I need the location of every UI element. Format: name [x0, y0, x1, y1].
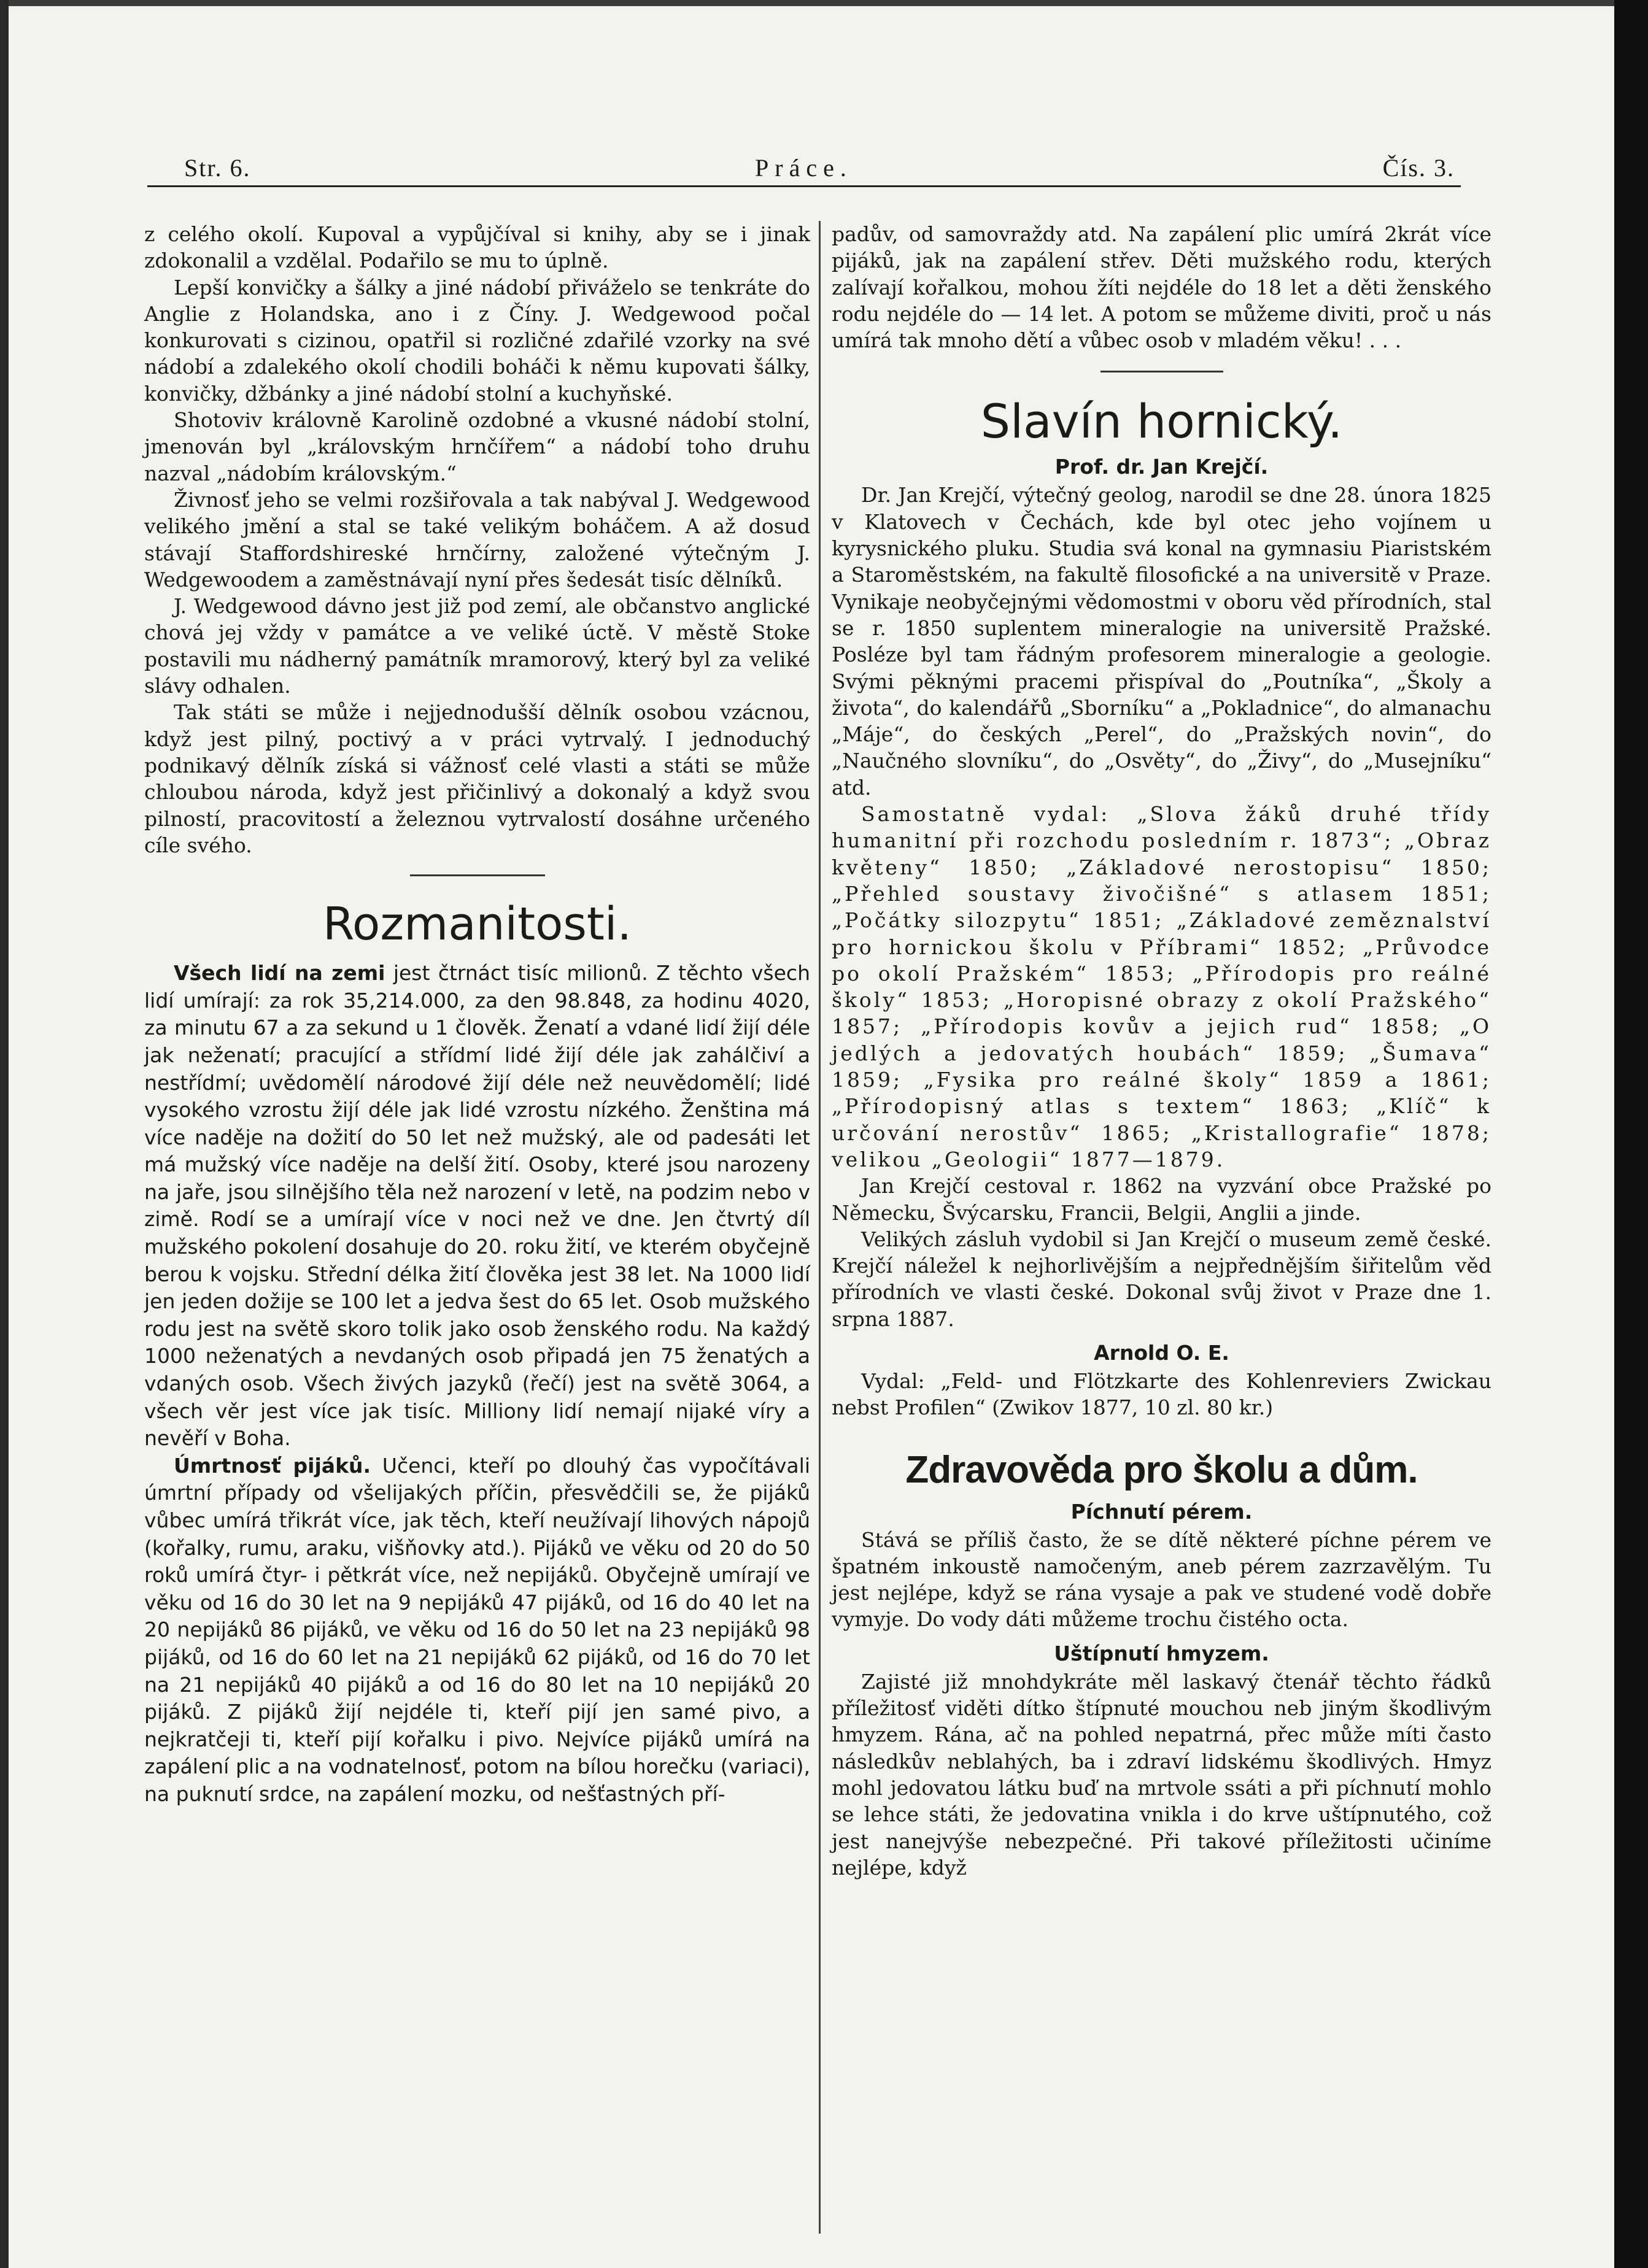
page-number: Str. 6. [184, 154, 251, 182]
subtitle-arnold: Arnold O. E. [1094, 1340, 1229, 1365]
scan-left-edge [0, 0, 9, 2268]
section-title-slavin: Slavín hornický. [980, 394, 1343, 449]
article-paragraph: Zajisté již mnohdykráte měl laskavý čtenář těchto řádků příležitosť viděti dítko štípnuté mouchou neb jiným škodlivým hmyzem. Rána, ač na pohled nepatrná, přec může míti často následkův neblahých, ba i zdraví lidskému škodlivých. Hmyz mohl jedovatou látku buď na mrtvole ssáti a při píchnutí mohlo se lehce státi, že jedovatina vnikla i do krve uštípnutého, což jest nanejvýše nebezpečné. Při takové příležitosti učiníme nejlépe, když [832, 1669, 1491, 1880]
subtitle-pichnuti: Píchnutí pérem. [1070, 1499, 1253, 1524]
section-title-rozmanitosti: Rozmanitosti. [322, 898, 632, 951]
article-paragraph: Vydal: „Feld- und Flötzkarte des Kohlenreviers Zwickau nebst Profilen“ (Zwikov 1877, 10 zl. 80 kr.) [832, 1368, 1491, 1420]
section-title-zdravoveda: Zdravověda pro školu a dům. [905, 1448, 1418, 1491]
scan-right-edge [1614, 0, 1648, 2268]
article-paragraph: Živnosť jeho se velmi rozšiřovala a tak nabýval J. Wedgewood velikého jmění a stal se také velikým boháčem. A až dosud stávají Staffordshireské hrnčírny, založené výtečným J. Wedgewoodem a zaměstnávají nyní přes šedesát tisíc dělníků. [144, 487, 810, 592]
article-paragraph: Stává se příliš často, že se dítě některé píchne pérem ve špatném inkoustě namočeným, aneb pérem zazrzavělým. Tu jest nejlépe, když se rána vysaje a pak ve studené vodě dobře vymyje. Do vody dáti můžeme trochu čistého octa. [832, 1527, 1491, 1632]
news-item-drinkers [144, 1452, 810, 1808]
article-paragraph: Shotoviv královně Karolině ozdobné a vkusné nádobí stolní, jmenován byl „královským hrnčířem“ a nádobí toho druhu nazval „nádobím královským.“ [144, 408, 810, 485]
article-paragraph: Tak státi se může i nejjednodušší dělník osobou vzácnou, když jest pilný, poctivý a v práci vytrvalý. I jednoduchý podnikavý dělník získá si vážnosť celé vlasti a státi se může chloubou národa, když jest přičinlivý a dokonalý a když svou pilností, pracovitostí a železnou vytrvalostí dosáhne určeného cíle svého. [144, 700, 810, 857]
section-divider [410, 874, 545, 876]
article-paragraph: Velikých zásluh vydobil si Jan Krejčí o museum země české. Krejčí náležel k nejhorlivějším a nejpřednějším šiřitelům věd přírodních ve vlasti české. Dokonal svůj život v Praze dne 1. srpna 1887. [832, 1227, 1491, 1331]
scan-top-edge [0, 0, 1648, 6]
article-paragraph: z celého okolí. Kupoval a vypůjčíval si knihy, aby se i jinak zdokonalil a vzdělal. Podařilo se mu to úplně. [144, 222, 810, 273]
article-paragraph: Jan Krejčí cestoval r. 1862 na vyzvání obce Pražské po Německu, Švýcarsku, Francii, Belgii, Anglii a jinde. [832, 1174, 1491, 1225]
right-column [832, 221, 1491, 1881]
article-paragraph: J. Wedgewood dávno jest již pod zemí, ale občanstvo anglické chová jej vždy v památce a ve veliké úctě. V městě Stoke postavili mu nádherný památník mramorový, který byl za veliké slávy odhalen. [144, 594, 810, 698]
article-paragraph: Lepší konvičky a šálky a jiné nádobí přiváželo se tenkráte do Anglie z Holandska, ano i z Číny. J. Wedgewood počal konkurovati s cizinou, opatřil si rozličné zdařilé vzorky na své nádobí a zdalekého okolí chodili boháči k němu kupovati šálky, konvičky, džbánky a jiné nádobí stolní a kuchyňské. [144, 275, 810, 406]
header-rule [147, 185, 1461, 187]
news-item-population [144, 960, 810, 1452]
run-in-heading: Úmrtnosť pijáků. [174, 1453, 371, 1478]
news-item-text: Učenci, kteří po dlouhý čas vypočítávali úmrtní případy od všelijakých příčin, přesvědčili se, že pijáků vůbec umírá třikrát více, jak těch, kteří neužívají lihových nápojů (kořalky, rumu, araku, višňovky atd.). Pijáků ve věku od 20 do 50 roků umírá čtyr- i pětkrát více, než nepijáků. Obyčejně umírají ve věku od 16 do 30 let na 9 nepijáků 47 pijáků, od 16 do 40 let na 20 nepijáků 86 pijáků, ve věku od 16 do 50 let na 23 nepijáků 98 pijáků, od 16 do 60 let na 21 nepijáků 62 pijáků, od 16 do 70 let na 21 nepijáků 40 pijáků a od 16 do 80 let na 10 nepijáků 20 pijáků. Z pijáků žijí nejdéle ti, kteří pijí jen samé pivo, a nejkratčeji ti, kteří pijí kořalku i pivo. Nejvíce pijáků umírá na zapálení plic a na vodnatelnosť, potom na bílou horečku (variaci), na puknutí srdce, na zapálení mozku, od nešťastných pří- [144, 1453, 810, 1806]
page-header [184, 153, 1455, 190]
left-column [144, 221, 810, 1808]
article-paragraph: Dr. Jan Krejčí, výtečný geolog, narodil se dne 28. února 1825 v Klatovech v Čechách, kde byl otec jeho vojínem u kyrysnického pluku. Studia svá konal na gymnasiu Piaristském a Staroměstském, na fakultě filosofické a na universitě v Praze. Vynikaje neobyčejnými vědomostmi v oboru věd přírodních, stal se r. 1850 suplentem mineralogie na universitě Pražské. Posléze byl tam řádným profesorem mineralogie a geologie. Svými pěknými pracemi přispíval do „Poutníka“, „Školy a života“, do kalendářů „Sborníku“ a „Pokladnice“, do almanachu „Máje“, do českých „Perel“, do „Pražských novin“, do „Naučného slovníku“, do „Osvěty“, do „Živy“, do „Musejníku“ atd. [832, 483, 1491, 800]
article-paragraph: Samostatně vydal: „Slova žáků druhé třídy humanitní při rozchodu posledním r. 1873“; „Obraz květeny“ 1850; „Základové nerostopisu“ 1850; „Přehled soustavy živočišné“ s atlasem 1851; „Počátky silozpytu“ 1851; „Základové zeměznalství pro hornickou školu v Příbrami“ 1852; „Průvodce po okolí Pražském“ 1853; „Přírodopis pro reálné školy“ 1853; „Horopisné obrazy z okolí Pražského“ 1857; „Přírodopis kovův a jejich rud“ 1858; „O jedlých a jedovatých houbách“ 1859; „Šumava“ 1859; „Fysika pro reálné školy“ 1859 a 1861; „Přírodopisný atlas s textem“ 1863; „Klíč“ k určování nerostův“ 1865; „Kristallografie“ 1878; velikou „Geologii“ 1877—1879. [832, 802, 1491, 1171]
news-item-text: jest čtrnáct tisíc milionů. Z těchto všech lidí umírají: za rok 35,214.000, za den 98.848, za hodinu 4020, za minutu 67 a za sekund u 1 člověk. Ženatí a vdané lidí žijí déle jak neženatí; pracující a střídmí lidé žijí déle jak zahálčiví a nestřídmí; uvědomělí národové žijí déle než neuvědomělí; lidé vysokého vzrostu žijí déle jak lidé vzrostu nízkého. Ženština má více naděje na dožití do 50 let než mužský, ale od padesáti let má mužský více naděje na delší žití. Osoby, které jsou narozeny na jaře, jsou silnějšího těla než narození v letě, na podzim nebo v zimě. Rodí se a umírají více v noci než ve dne. Jen čtvrtý díl mužského pokolení dosahuje do 20. roku žití, ve kterém obyčejně berou k vojsku. Střední délka žití člověka jest 38 let. Na 1000 lidí jen jeden dožije se 100 let a jedva šest do 65 let. Osob mužského rodu jest na světě skoro tolik jako osob ženského rodu. Na každý 1000 neženatých a nevdaných osob připadá jen 75 ženatých a vdaných osob. Všech živých jazyků (řečí) jest na světě 3064, a všech věr jest více jak tisíc. Milliony lidí nemají nijaké víry a nevěří v Boha. [144, 961, 810, 1451]
newspaper-title: Práce. [755, 154, 853, 182]
subtitle-ustipnuti: Uštípnutí hmyzem. [1054, 1641, 1269, 1665]
issue-number: Čís. 3. [1382, 154, 1455, 182]
article-paragraph: padův, od samovraždy atd. Na zapálení plic umírá 2krát více pijáků, jak na zapálení střev. Děti mužského rodu, kterých zalívají kořalkou, mohou žíti nejdéle do 18 let a děti ženského rodu nejdéle do — 14 let. A potom se můžeme diviti, proč u nás umírá tak mnoho dětí a vůbec osob v mladém věku! . . . [832, 222, 1491, 353]
run-in-heading: Všech lidí na zemi [174, 961, 385, 986]
section-divider [1101, 371, 1223, 372]
column-divider [819, 221, 821, 2234]
subtitle-krejci: Prof. dr. Jan Krejčí. [1054, 455, 1269, 479]
